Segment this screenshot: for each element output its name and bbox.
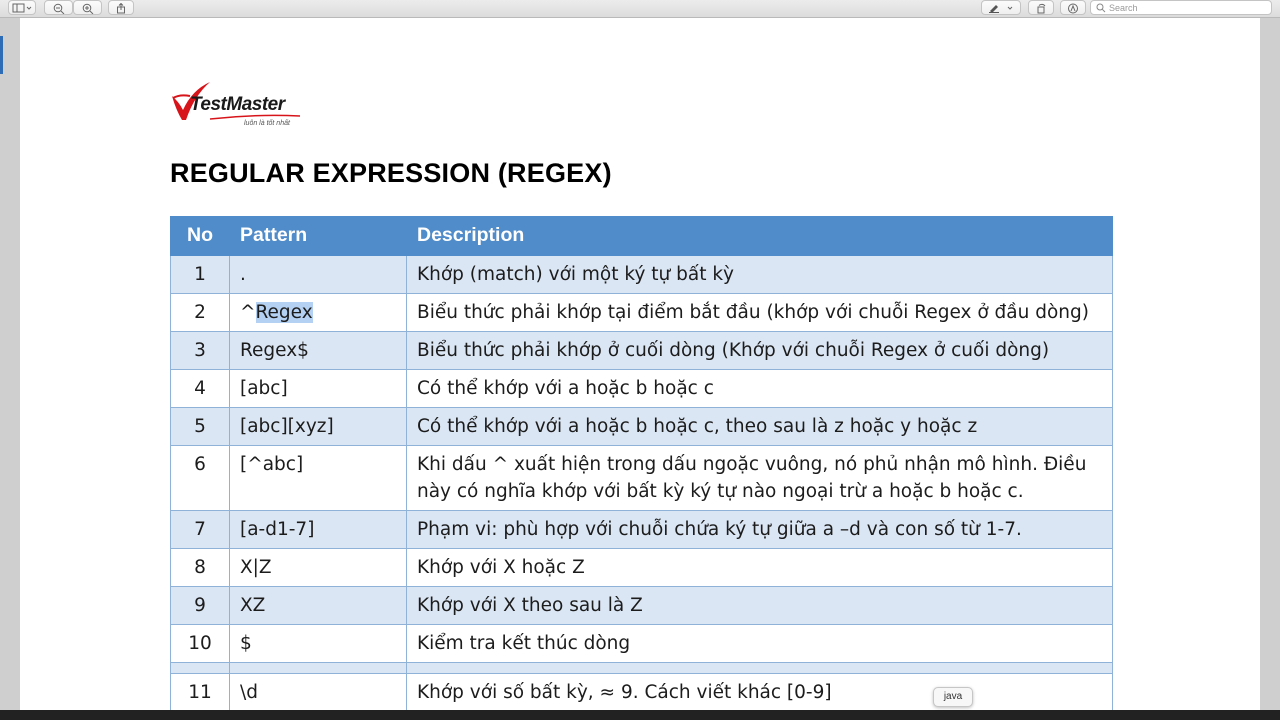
header-no: No [171,217,230,256]
right-gutter [1260,18,1280,710]
row-description: Khớp (match) với một ký tự bất kỳ [407,256,1113,294]
row-no [171,663,230,674]
table-row [171,587,1113,625]
share-icon [116,3,126,14]
zoom-in-button[interactable] [73,0,102,15]
row-no: 5 [171,408,230,446]
row-pattern [230,663,407,674]
row-description: Có thể khớp với a hoặc b hoặc c, theo sau là z hoặc y hoặc z [407,408,1113,446]
row-no: 2 [171,294,230,332]
row-description: Khớp với X hoặc Z [407,549,1113,587]
table-row [171,294,1113,332]
logo-tagline: luôn là tốt nhất [244,120,290,127]
row-pattern: Regex$ [230,332,407,370]
markup-button[interactable] [981,0,1021,15]
row-description: Khớp với số bất kỳ, ≈ 9. Cách viết khác [0-9] [407,674,1113,711]
pen-icon [986,3,1016,13]
rotate-icon [1035,3,1047,14]
row-no: 3 [171,332,230,370]
header-description: Description [407,217,1113,256]
search-field[interactable] [1090,0,1272,15]
logo-name: TestMaster [190,94,285,115]
row-no: 8 [171,549,230,587]
table-row [171,370,1113,408]
bottom-bar [0,710,1280,720]
table-row [171,256,1113,294]
zoom-in-icon [82,3,94,14]
row-no: 7 [171,511,230,549]
row-description: Phạm vi: phù hợp với chuỗi chứa ký tự giữa a –d và con số từ 1-7. [407,511,1113,549]
page-title: REGULAR EXPRESSION (REGEX) [170,158,612,188]
table-row [171,446,1113,511]
regex-table [170,216,1113,710]
zoom-out-icon [53,3,65,14]
row-no: 4 [171,370,230,408]
row-pattern: X|Z [230,549,407,587]
row-description: Khi dấu ^ xuất hiện trong dấu ngoặc vuông, nó phủ nhận mô hình. Điều này có nghĩa khớp với bất kỳ ký tự nào ngoại trừ a hoặc b hoặc c. [407,446,1113,511]
row-description: Kiểm tra kết thúc dòng [407,625,1113,663]
sidebar-accent [0,36,3,74]
table-row [171,408,1113,446]
table-row [171,625,1113,663]
row-pattern: $ [230,625,407,663]
row-pattern: . [230,256,407,294]
search-input[interactable] [1109,1,1259,14]
row-pattern: [abc] [230,370,407,408]
row-no: 11 [171,674,230,711]
zoom-out-button[interactable] [44,0,73,15]
annotate-button[interactable] [1060,0,1086,15]
document-page [20,18,1260,710]
table-row [171,332,1113,370]
tooltip: java [933,687,973,707]
row-pattern: [^abc] [230,446,407,511]
row-description: Có thể khớp với a hoặc b hoặc c [407,370,1113,408]
row-pattern[interactable] [230,294,407,332]
row-no: 10 [171,625,230,663]
header-pattern: Pattern [230,217,407,256]
row-no: 6 [171,446,230,511]
annotate-icon [1067,3,1079,14]
pattern-prefix: ^ [240,302,256,323]
row-pattern: [abc][xyz] [230,408,407,446]
table-row-empty [171,663,1113,674]
testmaster-logo [170,80,310,132]
row-no: 9 [171,587,230,625]
selected-text[interactable]: Regex [255,302,313,323]
toolbar [0,0,1280,18]
row-pattern: [a-d1-7] [230,511,407,549]
rotate-button[interactable] [1028,0,1054,15]
table-row [171,549,1113,587]
row-description: Biểu thức phải khớp ở cuối dòng (Khớp với chuỗi Regex ở cuối dòng) [407,332,1113,370]
row-no: 1 [171,256,230,294]
sidebar-toggle-button[interactable] [8,0,36,15]
row-description [407,663,1113,674]
share-button[interactable] [108,0,134,15]
search-icon [1096,3,1106,13]
row-pattern: XZ [230,587,407,625]
left-gutter [0,18,20,710]
row-description: Khớp với X theo sau là Z [407,587,1113,625]
table-header-row [171,217,1113,256]
table-row [171,511,1113,549]
sidebar-icon [12,3,32,13]
row-pattern: \d [230,674,407,711]
row-description: Biểu thức phải khớp tại điểm bắt đầu (khớp với chuỗi Regex ở đầu dòng) [407,294,1113,332]
